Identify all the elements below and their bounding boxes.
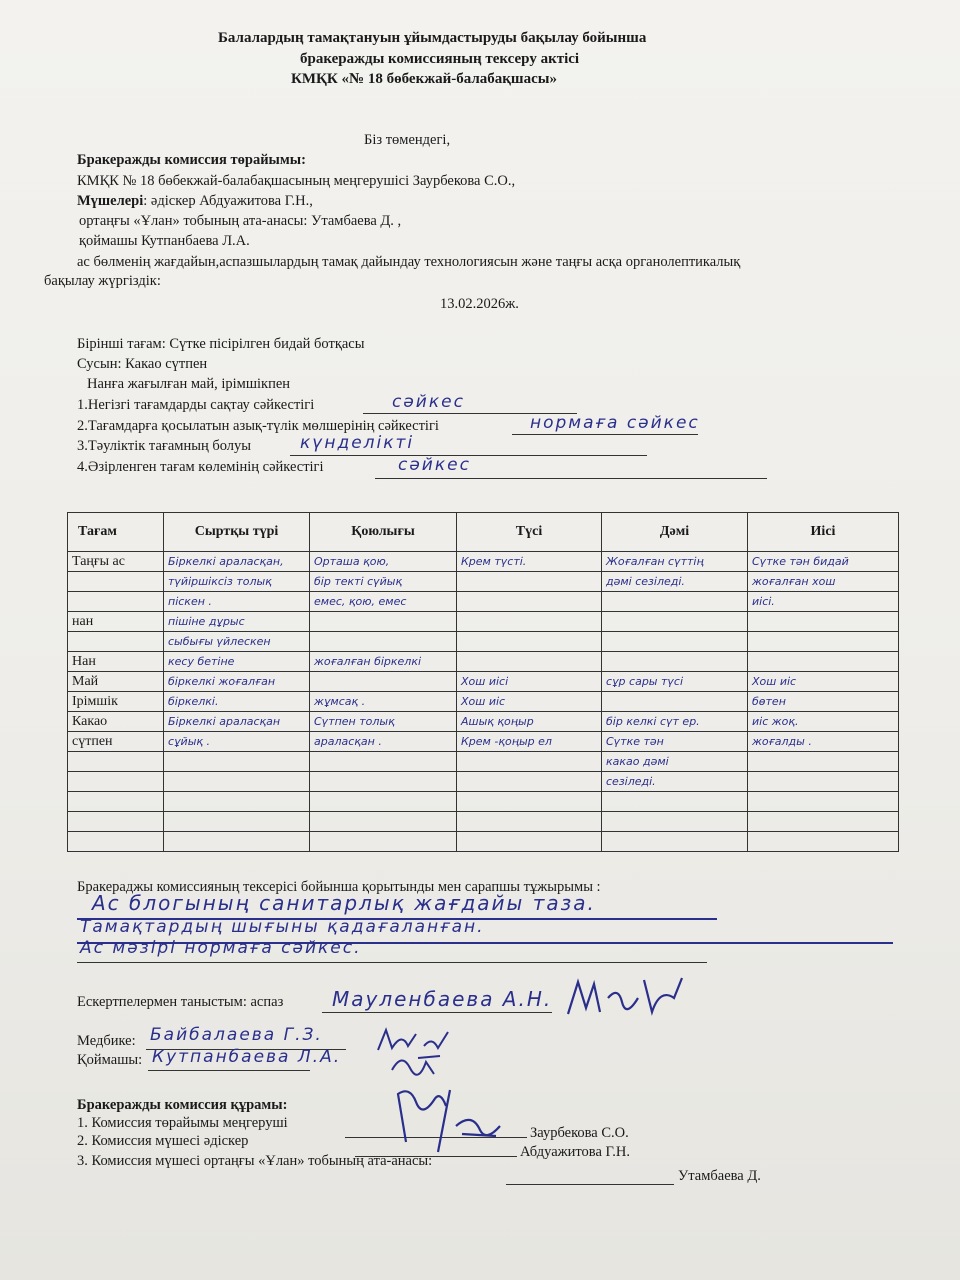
- chair-signature: [376, 1082, 506, 1162]
- member-1-name: Заурбекова С.О.: [530, 1125, 629, 1141]
- cell-taste: [602, 692, 748, 712]
- storekeeper-label: Қоймашы:: [77, 1052, 143, 1068]
- cell-food: Ірімшік: [68, 692, 164, 712]
- cell-taste: [602, 812, 748, 832]
- cell-color: Хош иіс: [457, 692, 602, 712]
- cell-taste: [602, 612, 748, 632]
- title-line-3: КМҚК «№ 18 бөбекжай-балабақшасы»: [291, 71, 557, 87]
- cell-smell: [748, 832, 899, 852]
- storekeeper-signature: [388, 1048, 448, 1078]
- cell-smell: [748, 812, 899, 832]
- conclusion-line-3: Ас мәзірі нормаға сәйкес.: [80, 938, 362, 958]
- cell-taste: сұр сары түсі: [602, 672, 748, 692]
- cell-color: [457, 572, 602, 592]
- table-row: [68, 812, 899, 832]
- nurse-name: Байбалаева Г.З.: [150, 1025, 323, 1045]
- member-parent: ортаңғы «Ұлан» тобының ата-анасы: Утамбаева Д. ,: [79, 213, 402, 229]
- cell-food: [68, 812, 164, 832]
- question-2-label: 2.Тағамдарға қосылатын азық-түлік мөлшерінің сәйкестігі: [77, 418, 439, 434]
- cell-consistency: Сүтпен толық: [310, 712, 457, 732]
- chair-label: Бракеражды комиссия төрайымы:: [77, 152, 306, 168]
- cell-appearance: сыбығы үйлескен: [164, 632, 310, 652]
- title-line-2: бракеражды комиссияның тексеру актісі: [300, 51, 580, 67]
- cell-color: Крем түсті.: [457, 552, 602, 572]
- cell-appearance: [164, 752, 310, 772]
- cell-color: [457, 752, 602, 772]
- cell-taste: [602, 832, 748, 852]
- cell-consistency: [310, 632, 457, 652]
- storekeeper-name: Кутпанбаева Л.А.: [152, 1047, 342, 1067]
- cell-taste: бір келкі сүт ер.: [602, 712, 748, 732]
- table-row: [68, 692, 899, 712]
- cook-sign-line: [322, 1012, 552, 1013]
- table-row: [68, 792, 899, 812]
- members-line: [77, 193, 313, 210]
- answer-2: нормаға сәйкес: [530, 413, 700, 433]
- cell-smell: иіс жоқ.: [748, 712, 899, 732]
- cell-consistency: бір текті сүйық: [310, 572, 457, 592]
- chair-name: КМҚК № 18 бөбекжай-балабақшасының меңгерушісі Заурбекова С.О.,: [77, 173, 516, 189]
- cell-smell: [748, 772, 899, 792]
- cell-consistency: араласқан .: [310, 732, 457, 752]
- cell-appearance: сұйық .: [164, 732, 310, 752]
- cell-consistency: [310, 672, 457, 692]
- title-line-1: Балалардың тамақтануын ұйымдастыруды бақылау бойынша: [218, 30, 647, 46]
- cell-taste: [602, 652, 748, 672]
- members-value: : әдіскер Абдуажитова Г.Н.,: [143, 193, 313, 209]
- cell-taste: Жоғалған сүттің: [602, 552, 748, 572]
- cell-taste: сезіледі.: [602, 772, 748, 792]
- cell-appearance: [164, 772, 310, 792]
- table-row: [68, 672, 899, 692]
- nurse-label: Медбике:: [77, 1033, 136, 1049]
- cell-food: [68, 832, 164, 852]
- cell-food: [68, 772, 164, 792]
- cell-consistency: [310, 832, 457, 852]
- cell-food: [68, 792, 164, 812]
- cell-taste: какао дәмі: [602, 752, 748, 772]
- cell-food: нан: [68, 612, 164, 632]
- cell-appearance: пішіне дұрыс: [164, 612, 310, 632]
- table-header-row: [68, 513, 899, 552]
- cell-food: Какао: [68, 712, 164, 732]
- cell-smell: [748, 752, 899, 772]
- table-row: [68, 652, 899, 672]
- inspection-table: [67, 512, 899, 852]
- header-appearance: Сыртқы түрі: [164, 513, 310, 552]
- body-line-2: бақылау жүргіздік:: [44, 273, 161, 289]
- cell-color: [457, 772, 602, 792]
- table-row: [68, 772, 899, 792]
- header-taste: Дәмі: [602, 513, 748, 552]
- table-row: [68, 632, 899, 652]
- cell-appearance: піскен .: [164, 592, 310, 612]
- cell-taste: [602, 632, 748, 652]
- table-row: [68, 572, 899, 592]
- member-1-label: 1. Комиссия төрайымы меңгеруші: [77, 1115, 288, 1131]
- drink: Сусын: Какао сүтпен: [77, 356, 208, 372]
- member-3-line: [506, 1184, 674, 1185]
- table-row: [68, 832, 899, 852]
- cell-appearance: [164, 792, 310, 812]
- cell-consistency: [310, 812, 457, 832]
- cell-smell: Хош иіс: [748, 672, 899, 692]
- member-3-label: 3. Комиссия мүшесі ортаңғы «Ұлан» тобының ата-анасы:: [77, 1153, 433, 1169]
- table-row: [68, 552, 899, 572]
- cell-food: [68, 632, 164, 652]
- header-consistency: Қоюлығы: [310, 513, 457, 552]
- answer-4-line: [375, 478, 767, 479]
- cell-smell: жоғалды .: [748, 732, 899, 752]
- table-row: [68, 732, 899, 752]
- cook-label: Ескертпелермен таныстым: аспаз: [77, 994, 284, 1010]
- composition-title: Бракеражды комиссия құрамы:: [77, 1097, 288, 1113]
- question-4-label: 4.Әзірленген тағам көлемінің сәйкестігі: [77, 459, 324, 475]
- cell-consistency: [310, 752, 457, 772]
- question-1-label: 1.Негізгі тағамдарды сақтау сәйкестігі: [77, 397, 315, 413]
- cell-consistency: жоғалған біркелкі: [310, 652, 457, 672]
- answer-2-line: [512, 434, 698, 435]
- conclusion-underline-3: [77, 962, 707, 963]
- answer-4: сәйкес: [398, 455, 471, 475]
- cell-color: [457, 792, 602, 812]
- question-3-label: 3.Тәуліктік тағамның болуы: [77, 438, 251, 454]
- cell-color: Крем -қоңыр ел: [457, 732, 602, 752]
- cell-consistency: Орташа қою,: [310, 552, 457, 572]
- cell-color: [457, 632, 602, 652]
- cell-color: Ашық қоңыр: [457, 712, 602, 732]
- member-2-name: Абдуажитова Г.Н.: [520, 1144, 630, 1160]
- cell-consistency: [310, 612, 457, 632]
- members-label: Мүшелері: [77, 193, 144, 209]
- cell-color: [457, 612, 602, 632]
- cell-appearance: түйіршіксіз толық: [164, 572, 310, 592]
- member-2-label: 2. Комиссия мүшесі әдіскер: [77, 1133, 249, 1149]
- cell-color: [457, 652, 602, 672]
- cell-taste: Сүтке тән: [602, 732, 748, 752]
- member-storekeeper: қоймашы Кутпанбаева Л.А.: [79, 233, 250, 249]
- cell-appearance: Біркелкі араласқан: [164, 712, 310, 732]
- cell-food: Май: [68, 672, 164, 692]
- cell-appearance: Біркелкі араласқан,: [164, 552, 310, 572]
- cell-food: [68, 752, 164, 772]
- cell-smell: бөтен: [748, 692, 899, 712]
- cell-food: Нан: [68, 652, 164, 672]
- cell-color: [457, 832, 602, 852]
- cell-smell: [748, 792, 899, 812]
- cell-smell: жоғалған хош: [748, 572, 899, 592]
- cell-smell: [748, 632, 899, 652]
- intro-we: Біз төмендегі,: [364, 132, 451, 148]
- cell-color: [457, 812, 602, 832]
- answer-1: сәйкес: [392, 392, 465, 412]
- body-line-1: ас бөлменің жағдайын,аспазшылардың тамақ дайындау технологиясын және таңғы асқа органолептикалық: [77, 254, 741, 270]
- cell-consistency: [310, 772, 457, 792]
- cell-color: Хош иісі: [457, 672, 602, 692]
- storekeeper-sign-line: [148, 1070, 310, 1071]
- cell-food: Таңғы ас: [68, 552, 164, 572]
- header-food: Тағам: [68, 513, 164, 552]
- cell-smell: [748, 612, 899, 632]
- inspection-date: 13.02.2026ж.: [440, 296, 519, 312]
- cell-food: сүтпен: [68, 732, 164, 752]
- answer-3: күнделікті: [300, 433, 415, 453]
- cell-taste: [602, 792, 748, 812]
- cook-signature: [560, 968, 690, 1028]
- table-row: [68, 612, 899, 632]
- cell-appearance: біркелкі жоғалған: [164, 672, 310, 692]
- header-smell: Иісі: [748, 513, 899, 552]
- table-row: [68, 712, 899, 732]
- cell-smell: [748, 652, 899, 672]
- cell-appearance: біркелкі.: [164, 692, 310, 712]
- cell-smell: Сүтке тән бидай: [748, 552, 899, 572]
- cell-taste: [602, 592, 748, 612]
- conclusion-label: Бракераджы комиссияның тексерісі бойынша қорытынды мен сарапшы тұжырымы :: [77, 879, 601, 895]
- table-row: [68, 752, 899, 772]
- conclusion-line-2: Тамақтардың шығыны қадағаланған.: [80, 917, 485, 937]
- cook-name: Мауленбаева А.Н.: [332, 987, 553, 1011]
- cell-taste: дәмі сезіледі.: [602, 572, 748, 592]
- cell-consistency: емес, қою, емес: [310, 592, 457, 612]
- cell-food: [68, 572, 164, 592]
- cell-consistency: жұмсақ .: [310, 692, 457, 712]
- cell-consistency: [310, 792, 457, 812]
- table-row: [68, 592, 899, 612]
- conclusion-line-1: Ас блогының санитарлық жағдайы таза.: [92, 891, 596, 915]
- cell-color: [457, 592, 602, 612]
- member-3-name: Утамбаева Д.: [678, 1168, 761, 1184]
- cell-food: [68, 592, 164, 612]
- first-dish: Бірінші тағам: Сүтке пісірілген бидай ботқасы: [77, 336, 365, 352]
- cell-appearance: [164, 832, 310, 852]
- cell-appearance: кесу бетіне: [164, 652, 310, 672]
- cell-smell: иісі.: [748, 592, 899, 612]
- header-color: Түсі: [457, 513, 602, 552]
- cell-appearance: [164, 812, 310, 832]
- bread-spread: Нанға жағылған май, ірімшікпен: [87, 376, 291, 392]
